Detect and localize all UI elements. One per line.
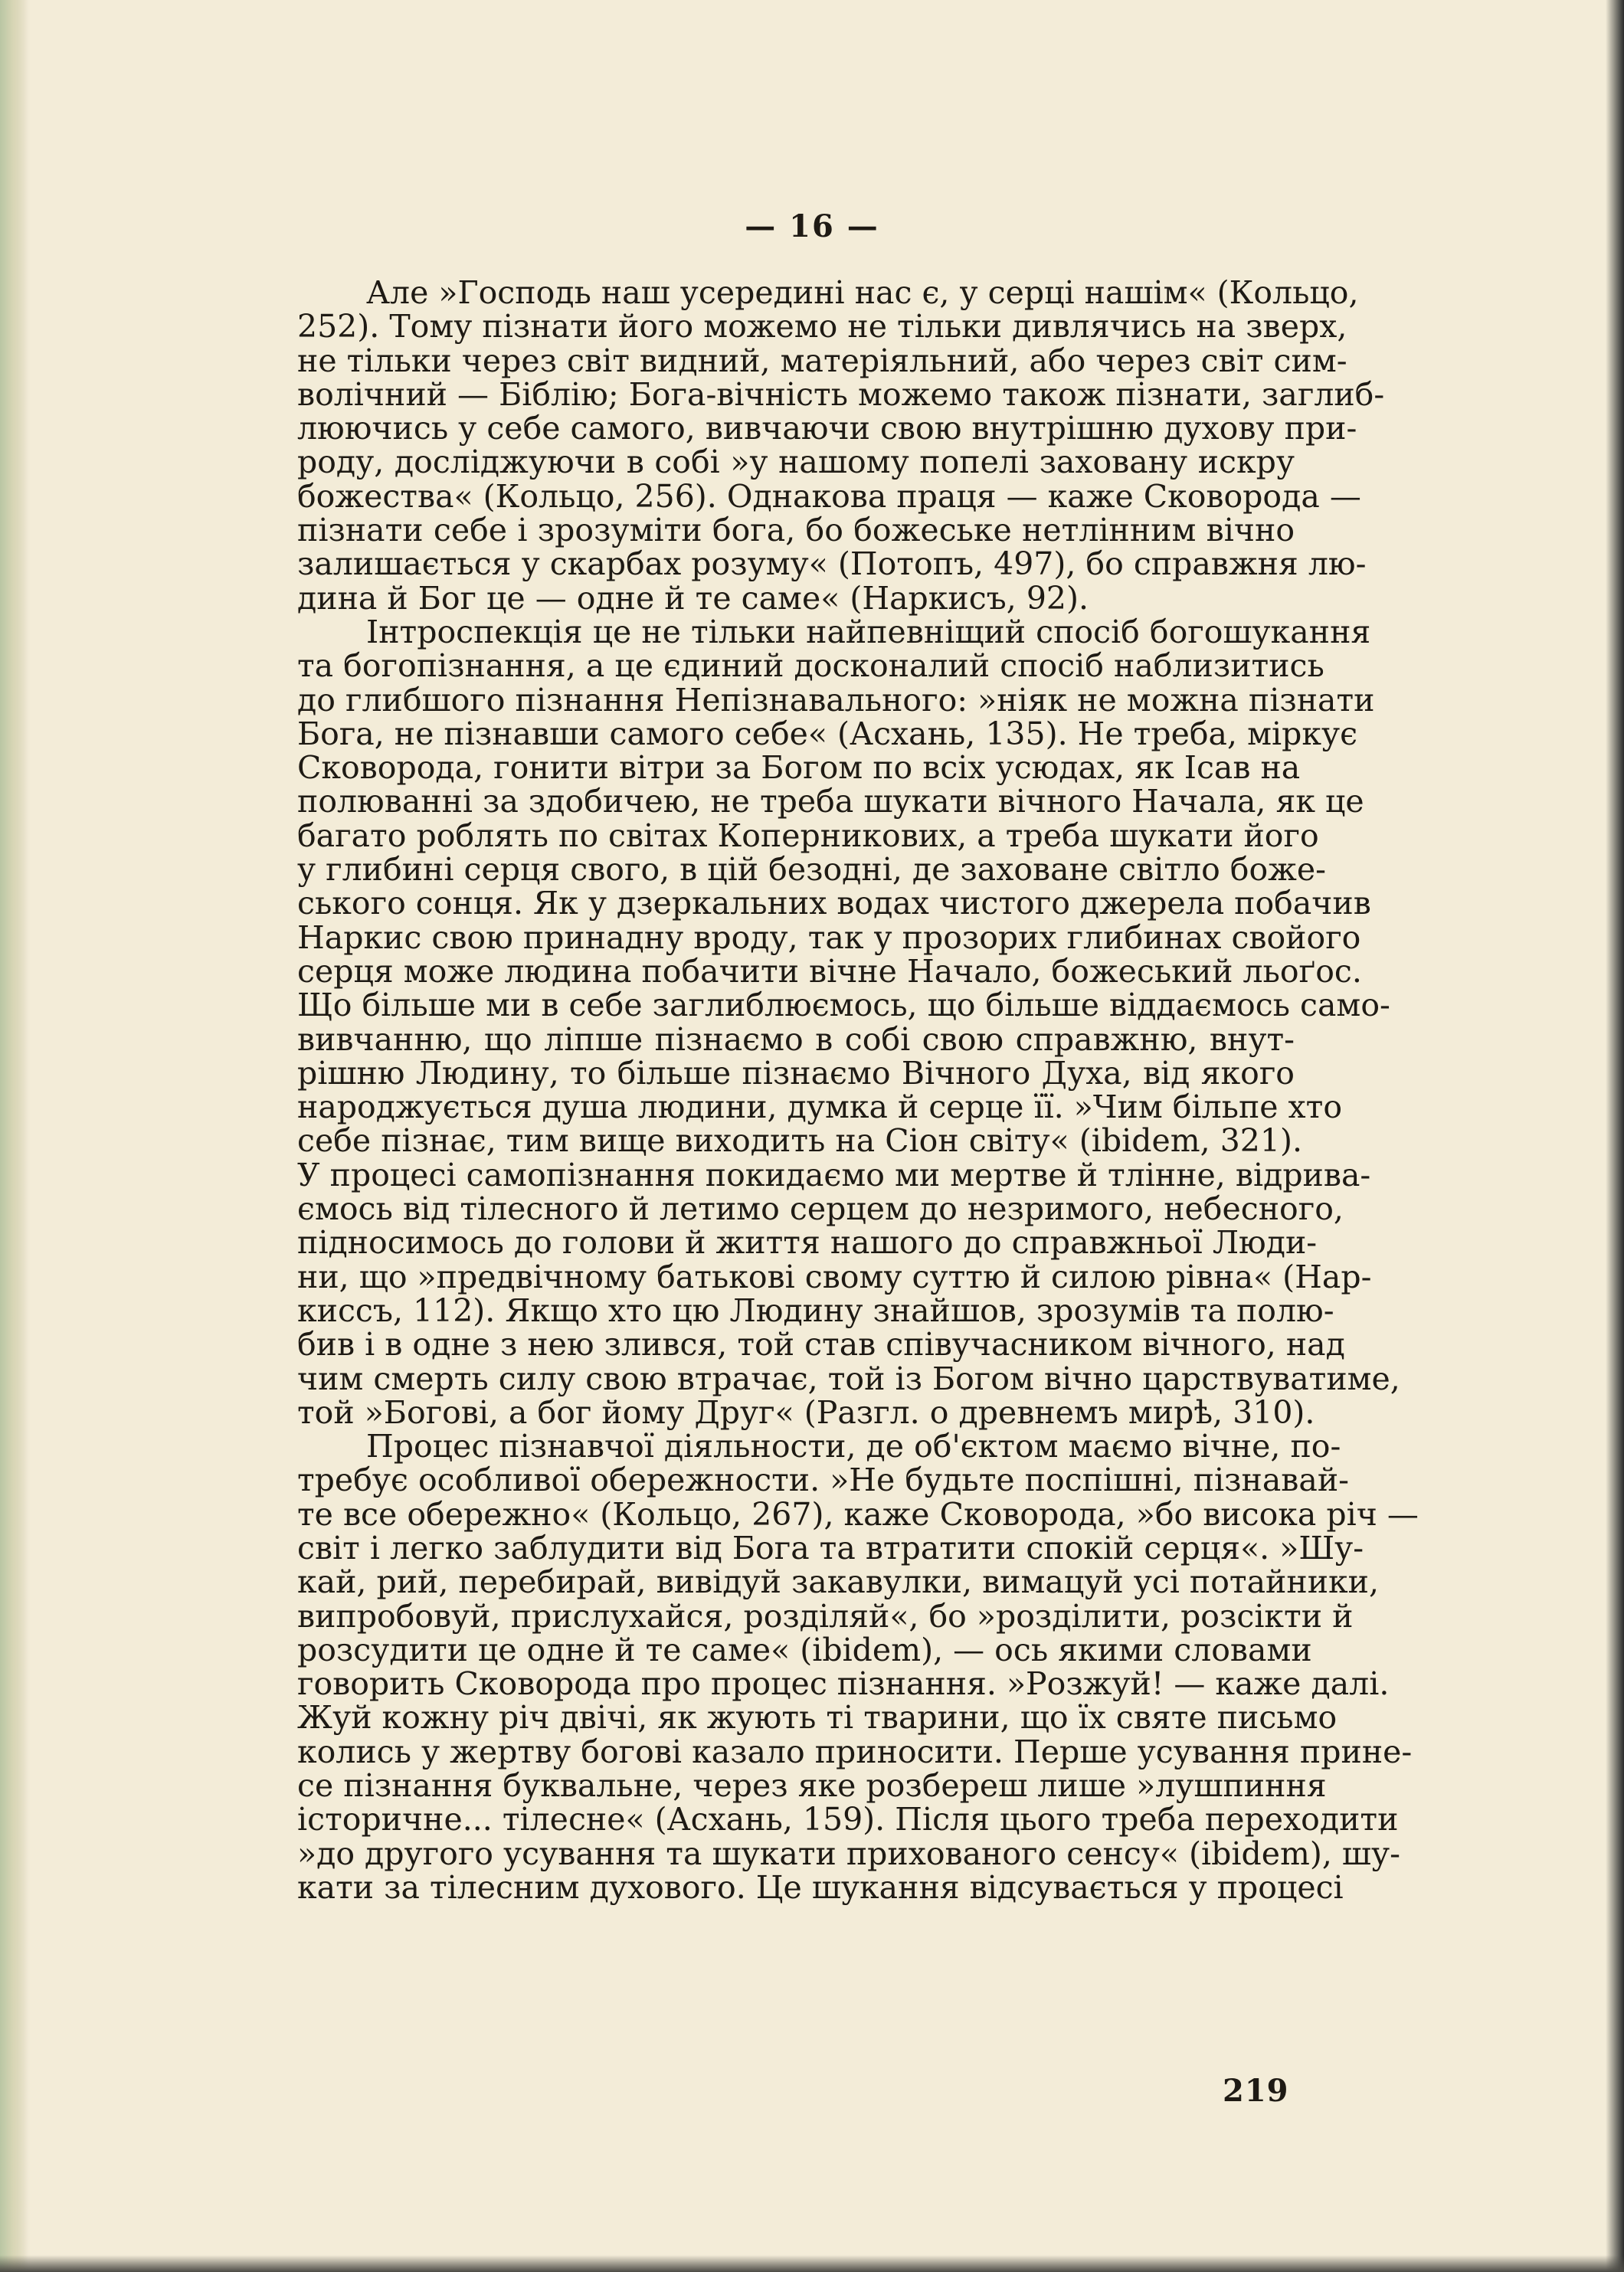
text-line: говорить Сковорода про процес пізнання. »Розжуй! — каже далі. bbox=[297, 1665, 1390, 1703]
text-line: бив і в одне з нею злився, той став співучасником вічного, над bbox=[297, 1326, 1345, 1364]
text-line: себе пізнає, тим вище виходить на Сіон світу« (ibidem, 321). bbox=[297, 1122, 1302, 1160]
text-line: підносимось до голови й життя нашого до справжньої Люди- bbox=[297, 1224, 1318, 1262]
text-line: серця може людина побачити вічне Начало, божеський льоґос. bbox=[297, 952, 1362, 990]
text-line: волічний — Біблію; Бога-вічність можемо також пізнати, заглиб- bbox=[297, 375, 1385, 413]
text-line: багато роблять по світах Коперникових, а треба шукати його bbox=[297, 817, 1319, 854]
text-line: Що більше ми в себе заглиблюємось, що більше віддаємось само- bbox=[297, 987, 1390, 1024]
page-number: 219 bbox=[1223, 2073, 1289, 2109]
text-line: роду, досліджуючи в собі »у нашому попелі заховану искру bbox=[297, 444, 1295, 481]
text-line: Сковорода, гонити вітри за Богом по всіх усюдах, як Ісав на bbox=[297, 749, 1301, 787]
text-line: народжується душа людини, думка й серце її. »Чим більпе хто bbox=[297, 1089, 1343, 1126]
paragraph-1 bbox=[230, 274, 1385, 617]
paragraph-2 bbox=[230, 613, 1400, 1431]
text-line: те все обережно« (Кольцо, 267), каже Сковорода, »бо висока річ — bbox=[297, 1495, 1419, 1533]
text-line: колись у жертву богові казало приносити. Перше усування прине- bbox=[297, 1733, 1413, 1770]
text-line: У процесі самопізнання покидаємо ми мертве й тлінне, відрива- bbox=[297, 1156, 1371, 1193]
text-line: Інтроспекція це не тільки найпевніщий спосіб богошукання bbox=[366, 613, 1371, 650]
text-line: кай, рий, перебирай, вивідуй закавулки, вимацуй усі потайники, bbox=[297, 1563, 1380, 1601]
running-head: — 16 — bbox=[745, 208, 879, 244]
text-line: кати за тілесним духового. Це шукання відсувається у процесі bbox=[297, 1868, 1344, 1906]
text-line: пізнати себе і зрозуміти бога, бо божеське нетлінним вічно bbox=[297, 512, 1295, 549]
text-line: ського сонця. Як у дзеркальних водах чистого джерела побачив bbox=[297, 885, 1371, 922]
text-line: дина й Бог це — одне й те саме« (Наркисъ, 92). bbox=[297, 579, 1089, 617]
text-line: розсудити це одне й те саме« (ibidem), — ось якими словами bbox=[297, 1631, 1312, 1668]
text-line: історичне... тілесне« (Асхань, 159). Після цього треба переходити bbox=[297, 1801, 1399, 1838]
text-line: ємось від тілесного й летимо серцем до незримого, небесного, bbox=[297, 1190, 1344, 1228]
text-line: полюванні за здобичею, не треба шукати вічного Начала, як це bbox=[297, 783, 1364, 820]
text-line: 252). Тому пізнати його можемо не тільки дивлячись на зверх, bbox=[297, 308, 1347, 345]
text-line: рішню Людину, то більше пізнаємо Вічного Духа, від якого bbox=[297, 1054, 1295, 1092]
text-line: Але »Господь наш усередині нас є, у серці нашім« (Кольцо, bbox=[366, 274, 1359, 311]
paragraph-3 bbox=[230, 1428, 1419, 1906]
text-line: божества« (Кольцо, 256). Однакова праця — каже Сковорода — bbox=[297, 477, 1361, 515]
text-line: вивчанню, що ліпше пізнаємо в собі свою справжню, внут- bbox=[297, 1020, 1295, 1058]
page-right-shadow bbox=[1606, 0, 1624, 2272]
text-line: люючись у себе самого, вивчаючи свою внутрішню духову при- bbox=[297, 410, 1357, 447]
text-line: той »Богові, а бог йому Друг« (Разгл. о древнемъ мирѣ, 310). bbox=[297, 1393, 1315, 1431]
text-line: »до другого усування та шукати прихованого сенсу« (ibidem), шу- bbox=[297, 1835, 1401, 1872]
text-line: се пізнання буквальне, через яке розбереш лише »лушпиння bbox=[297, 1767, 1327, 1805]
text-line: світ і легко заблудити від Бога та втратити спокій серця«. »Шу- bbox=[297, 1529, 1364, 1567]
text-line: залишається у скарбах розуму« (Потопъ, 497), бо справжня лю- bbox=[297, 545, 1367, 583]
text-line: чим смерть силу свою втрачає, той із Богом вічно царствуватиме, bbox=[297, 1360, 1400, 1397]
page-bottom-shadow bbox=[0, 2255, 1624, 2272]
text-line: та богопізнання, а це єдиний досконалий спосіб наблизитись bbox=[297, 647, 1324, 685]
text-line: у глибині серця свого, в цій безодні, де заховане світло боже- bbox=[297, 851, 1326, 889]
text-line: киссъ, 112). Якщо хто цю Людину знайшов, зрозумів та полю- bbox=[297, 1292, 1334, 1329]
text-line: ни, що »предвічному батькові свому суттю й силою рівна« (Нар- bbox=[297, 1258, 1372, 1295]
text-line: Процес пізнавчої діяльности, де об'єктом маємо вічне, по- bbox=[366, 1428, 1341, 1465]
text-line: Жуй кожну річ двічі, як жують ті тварини, що їх святе письмо bbox=[297, 1699, 1338, 1737]
text-line: требує особливої обережности. »Не будьте поспішні, пізнавай- bbox=[297, 1462, 1349, 1499]
text-line: не тільки через світ видний, матеріяльний, або через світ сим- bbox=[297, 342, 1347, 379]
text-line: Бога, не пізнавши самого себе« (Асхань, 135). Не треба, міркує bbox=[297, 715, 1358, 752]
page-left-margin-edge bbox=[0, 0, 28, 2272]
text-line: Наркис свою принадну вроду, так у прозорих глибинах свойого bbox=[297, 918, 1361, 956]
text-line: до глибшого пізнання Непізнавального: »ніяк не можна пізнати bbox=[297, 681, 1375, 719]
text-line: випробовуй, прислухайся, розділяй«, бо »розділити, розсікти й bbox=[297, 1597, 1354, 1635]
body-text bbox=[230, 274, 1419, 1906]
